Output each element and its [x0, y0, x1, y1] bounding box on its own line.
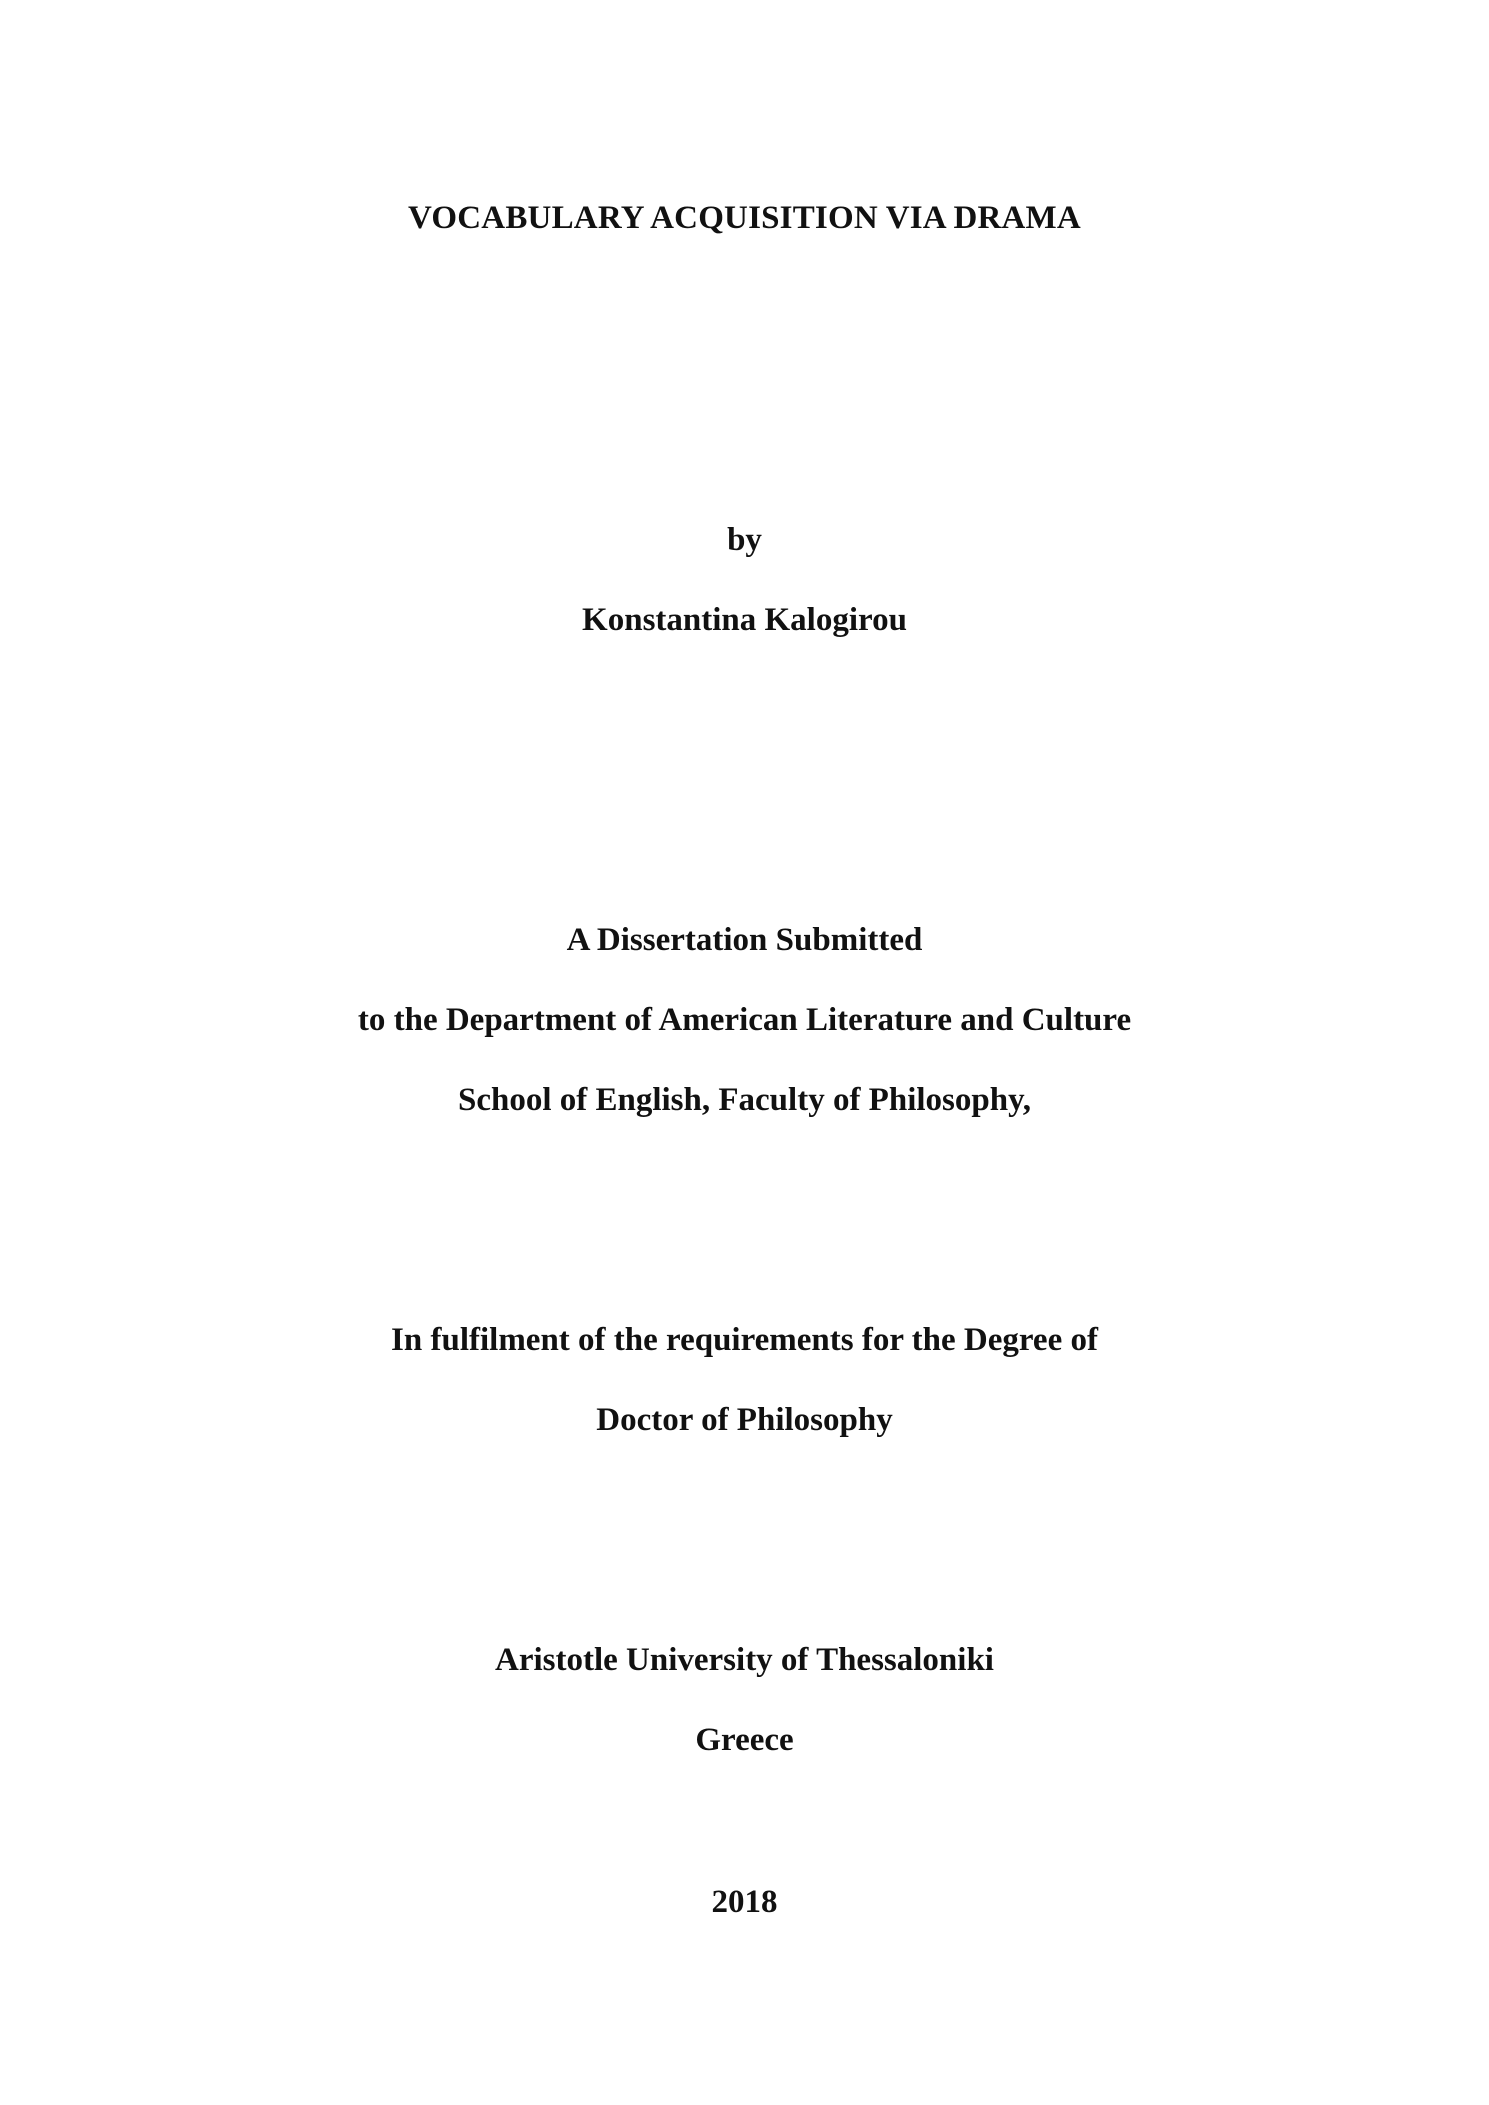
institution: Aristotle University of Thessaloniki — [495, 1642, 994, 1678]
submission-line-2: to the Department of American Literature and Culture — [357, 1002, 1132, 1038]
author-name: Konstantina Kalogirou — [582, 602, 907, 638]
by-label: by — [727, 522, 762, 558]
submission-line-3: School of English, Faculty of Philosophy, — [457, 1082, 1032, 1118]
fulfilment-line-2: Doctor of Philosophy — [596, 1402, 893, 1438]
submission-line-1: A Dissertation Submitted — [566, 922, 923, 958]
fulfilment-line-1: In fulfilment of the requirements for the Degree of — [391, 1322, 1098, 1358]
country: Greece — [695, 1722, 794, 1758]
year: 2018 — [711, 1884, 778, 1920]
thesis-title: VOCABULARY ACQUISITION VIA DRAMA — [408, 200, 1081, 236]
